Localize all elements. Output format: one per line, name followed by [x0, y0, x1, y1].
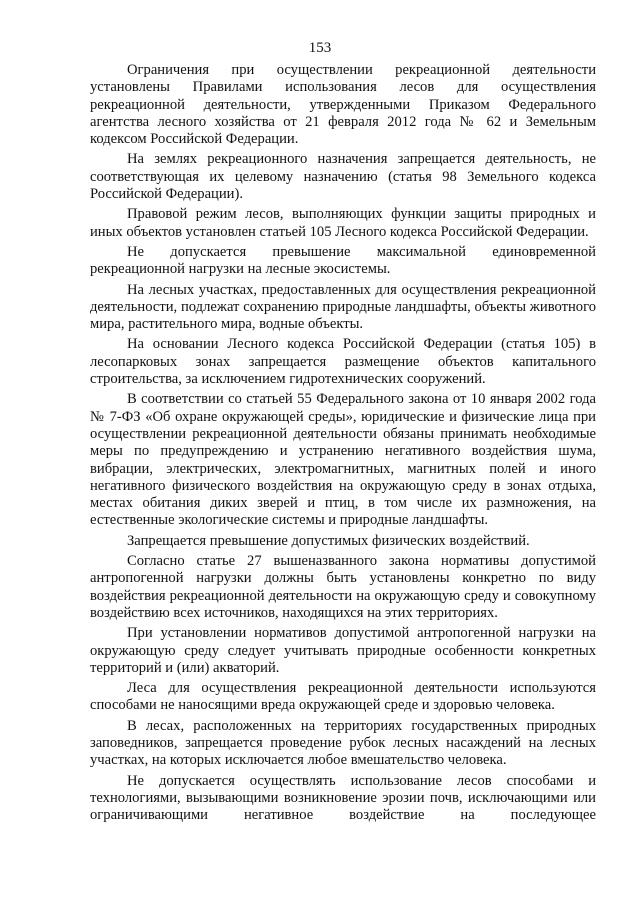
paragraph: При установлении нормативов допустимой антропогенной нагрузки на окружающую среду следует учитывать природные особенности конкретных территорий и (или) акваторий.	[90, 625, 596, 676]
paragraph: В соответствии со статьей 55 Федерального закона от 10 января 2002 года № 7-ФЗ «Об охране окружающей среды», юридические и физические лица при осуществлении рекреационной деятельности обязаны принимать необходимые меры по предупреждению и устранению негативного воздействия шума, вибрации, электрических, электромагнитных, магнитных полей и иного негативного физического воздействия на окружающую среду в зонах отдыха, местах обитания диких зверей и птиц, в том числе их размножения, на естественные экологические системы и природные ландшафты.	[90, 391, 596, 529]
paragraph: На землях рекреационного назначения запрещается деятельность, не соответствующая их целевому назначению (статья 98 Земельного кодекса Российской Федерации).	[90, 151, 596, 203]
paragraph: Правовой режим лесов, выполняющих функции защиты природных и иных объектов установлен статьей 105 Лесного кодекса Российской Федерации.	[90, 206, 596, 240]
page-number: 153	[308, 40, 332, 56]
paragraph: Согласно статье 27 вышеназванного закона нормативы допустимой антропогенной нагрузки должны быть установлены конкретно по виду воздействия рекреационной деятельности на окружающую среду и совокупному воздействию всех источников, находящихся на этих территориях.	[90, 553, 596, 621]
paragraph: Запрещается превышение допустимых физических воздействий.	[127, 532, 530, 549]
paragraph: Не допускается осуществлять использование лесов способами и технологиями, вызывающими возникновение эрозии почв, исключающими или ограничивающими негативное воздействие на последующее	[90, 772, 596, 824]
document-body	[90, 62, 596, 827]
paragraph: На основании Лесного кодекса Российской Федерации (статья 105) в лесопарковых зонах запрещается размещение объектов капитального строительства, за исключением гидротехнических сооружений.	[90, 336, 596, 388]
paragraph: Леса для осуществления рекреационной деятельности используются способами не наносящими вреда окружающей среде и здоровью человека.	[90, 680, 596, 714]
paragraph: Не допускается превышение максимальной единовременной рекреационной нагрузки на лесные экосистемы.	[90, 243, 596, 278]
paragraph: На лесных участках, предоставленных для осуществления рекреационной деятельности, подлежат сохранению природные ландшафты, объекты животного мира, растительного мира, водные объекты.	[90, 281, 596, 333]
paragraph: В лесах, расположенных на территориях государственных природных заповедников, запрещается проведение рубок лесных насаждений на лесных участках, на которых исключается любое вмешательство человека.	[90, 717, 596, 769]
paragraph: Ограничения при осуществлении рекреационной деятельности установлены Правилами использования лесов для осуществления рекреационной деятельности, утвержденными Приказом Федерального агентства лесного хозяйства от 21 февраля 2012 года № 62 и Земельным кодексом Российской Федерации.	[90, 62, 596, 148]
